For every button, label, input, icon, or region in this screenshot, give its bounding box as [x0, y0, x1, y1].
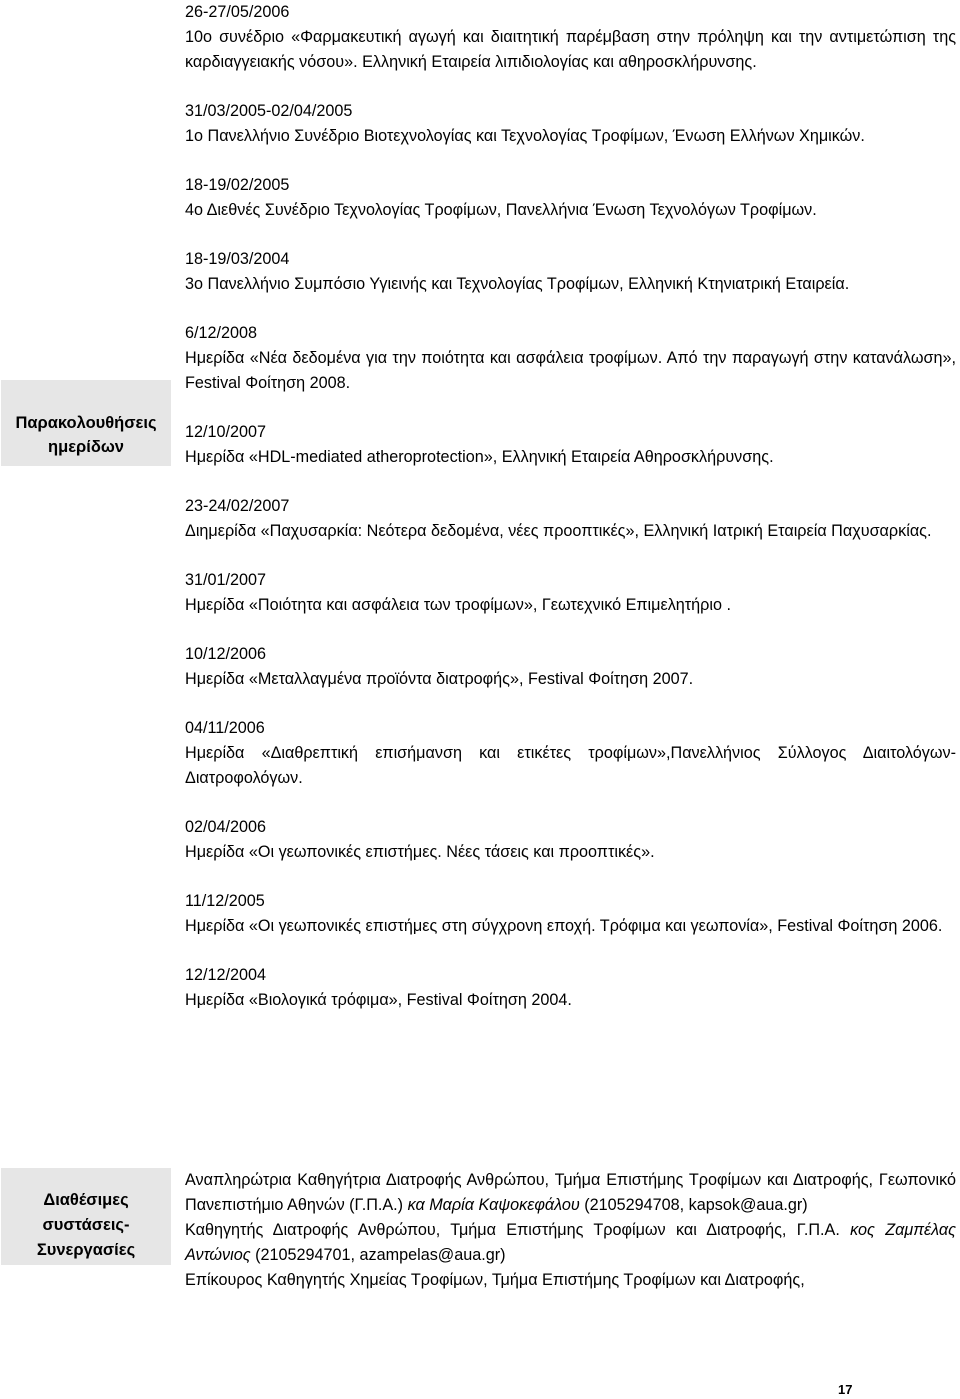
entry-date: 31/03/2005-02/04/2005: [185, 102, 353, 120]
reference-entry: [185, 1218, 956, 1268]
entry-date: 18-19/02/2005: [185, 176, 290, 194]
reference-name: κος Ζαμπέλας Αντώνιος: [185, 1221, 956, 1264]
conferences-list: [185, 0, 956, 1037]
conference-entry: [185, 99, 956, 149]
workshop-entry: [185, 321, 956, 396]
page-number: 17: [838, 1382, 853, 1397]
reference-contact: (2105294701, azampelas@aua.gr): [250, 1246, 506, 1264]
section-label-workshops: [1, 380, 171, 466]
entry-date: 04/11/2006: [185, 719, 265, 737]
entry-text: 4ο Διεθνές Συνέδριο Τεχνολογίας Τροφίμων, Πανελλήνια Ένωση Τεχνολόγων Τροφίμων.: [185, 201, 817, 219]
entry-date: 02/04/2006: [185, 818, 267, 836]
conference-entry: [185, 173, 956, 223]
workshop-entry: [185, 716, 956, 791]
entry-date: 31/01/2007: [185, 571, 267, 589]
entry-text: Ημερίδα «Βιολογικά τρόφιμα», Festival Φοίτηση 2004.: [185, 991, 572, 1009]
entry-text: Ημερίδα «Νέα δεδομένα για την ποιότητα και ασφάλεια τροφίμων. Από την παραγωγή στην κατανάλωση», Festival Φοίτηση 2008.: [185, 349, 956, 392]
workshop-entry: [185, 568, 956, 618]
reference-contact: (2105294708, kapsok@aua.gr): [584, 1196, 808, 1214]
entry-date: 11/12/2005: [185, 892, 265, 910]
section-label-line: συστάσεις-: [42, 1216, 130, 1234]
entry-date: 12/12/2004: [185, 966, 267, 984]
workshop-entry: [185, 420, 956, 470]
reference-position: Αναπληρώτρια Καθηγήτρια Διατροφής Ανθρώπου, Τμήμα Επιστήμης Τροφίμων και Διατροφής, Γεωπονικό Πανεπιστήμιο Αθηνών (Γ.Π.Α.): [185, 1171, 956, 1214]
entry-text: Ημερίδα «Διαθρεπτική επισήμανση και ετικέτες τροφίμων»,Πανελλήνιος Σύλλογος Διαιτολόγων-Διατροφολόγων.: [185, 744, 956, 787]
entry-date: 23-24/02/2007: [185, 497, 290, 515]
section-label-references: [1, 1168, 171, 1265]
workshop-entry: [185, 494, 956, 544]
workshop-entry: [185, 642, 956, 692]
section-label-line: Συνεργασίες: [36, 1241, 136, 1259]
entry-text: 3ο Πανελλήνιο Συμπόσιο Υγιεινής και Τεχνολογίας Τροφίμων, Ελληνική Κτηνιατρική Εταιρεία.: [185, 275, 850, 293]
entry-text: 1ο Πανελλήνιο Συνέδριο Βιοτεχνολογίας και Τεχνολογίας Τροφίμων, Ένωση Ελλήνων Χημικών.: [185, 127, 865, 145]
entry-date: 26-27/05/2006: [185, 3, 290, 21]
reference-position: Επίκουρος Καθηγητής Χημείας Τροφίμων, Τμήμα Επιστήμης Τροφίμων και Διατροφής,: [185, 1271, 805, 1289]
entry-text: Ημερίδα «Οι γεωπονικές επιστήμες. Νέες τάσεις και προοπτικές».: [185, 843, 655, 861]
reference-position: Καθηγητής Διατροφής Ανθρώπου, Τμήμα Επιστήμης Τροφίμων και Διατροφής, Γ.Π.Α.: [185, 1221, 851, 1239]
section-label-line: Παρακολουθήσεις: [15, 414, 157, 432]
reference-entry: [185, 1168, 956, 1218]
reference-name: κα Μαρία Καψοκεφάλου: [407, 1196, 580, 1214]
entry-date: 6/12/2008: [185, 324, 258, 342]
entry-text: Ημερίδα «Ποιότητα και ασφάλεια των τροφίμων», Γεωτεχνικό Επιμελητήριο .: [185, 596, 731, 614]
entry-date: 12/10/2007: [185, 423, 267, 441]
entry-text: Ημερίδα «Οι γεωπονικές επιστήμες στη σύγχρονη εποχή. Τρόφιμα και γεωπονία», Festival Φοίτηση 2006.: [185, 917, 943, 935]
conference-entry: [185, 247, 956, 297]
entry-text: 10ο συνέδριο «Φαρμακευτική αγωγή και διαιτητική παρέμβαση στην πρόληψη και την αντιμετώπιση της καρδιαγγειακής νόσου». Ελληνική Εταιρεία λιπιδιολογίας και αθηροσκλήρυνσης.: [185, 28, 956, 71]
section-label-line: Διαθέσιμες: [43, 1191, 129, 1209]
workshop-entry: [185, 963, 956, 1013]
workshop-entry: [185, 815, 956, 865]
entry-text: Ημερίδα «Μεταλλαγμένα προϊόντα διατροφής», Festival Φοίτηση 2007.: [185, 670, 694, 688]
entry-text: Ημερίδα «HDL-mediated atheroprotection», Ελληνική Εταιρεία Αθηροσκλήρυνσης.: [185, 448, 774, 466]
references-list: [185, 1168, 956, 1293]
workshop-entry: [185, 889, 956, 939]
conference-entry: [185, 0, 956, 75]
entry-date: 18-19/03/2004: [185, 250, 290, 268]
entry-date: 10/12/2006: [185, 645, 267, 663]
reference-entry: [185, 1268, 956, 1293]
section-label-line: ημερίδων: [48, 438, 124, 456]
entry-text: Διημερίδα «Παχυσαρκία: Νεότερα δεδομένα, νέες προοπτικές», Ελληνική Ιατρική Εταιρεία Παχυσαρκίας.: [185, 522, 932, 540]
